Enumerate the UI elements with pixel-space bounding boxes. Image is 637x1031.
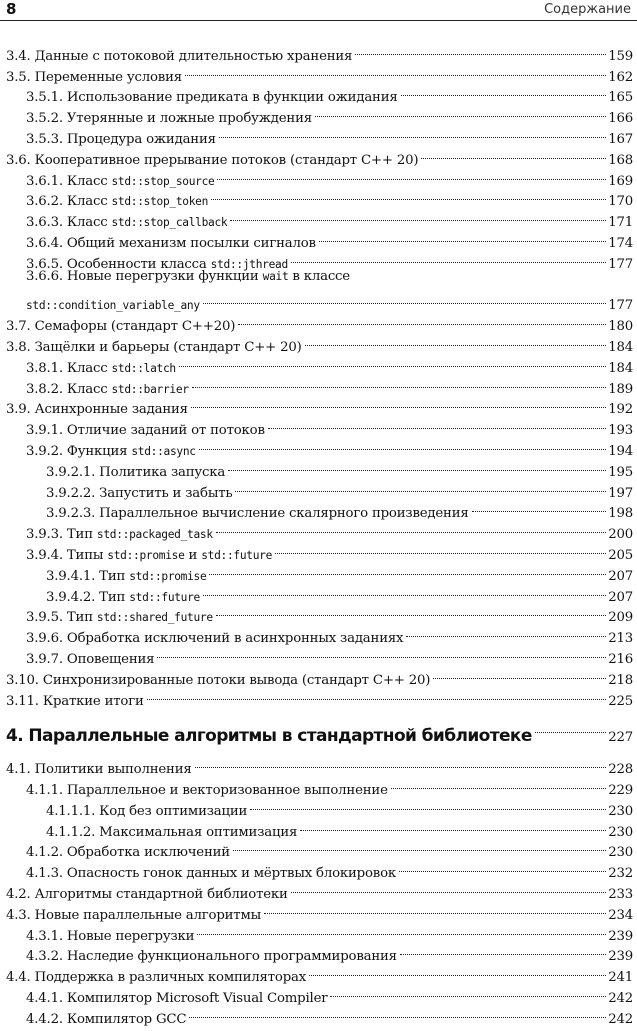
dot-leader bbox=[216, 595, 606, 617]
toc-entry-title bbox=[6, 723, 533, 749]
toc-entry-text: 3.9.1. Отличие заданий от потоков bbox=[26, 423, 265, 439]
toc-entry-text: 3.11. Краткие итоги bbox=[6, 693, 144, 709]
dot-leader bbox=[433, 657, 606, 679]
toc-page-number: 230 bbox=[608, 845, 633, 861]
dot-leader bbox=[250, 788, 606, 810]
toc-entry-code: std::latch bbox=[111, 361, 176, 375]
toc-entry-text: 3.6. Кооперативное прерывание потоков (стандарт C++ 20) bbox=[6, 152, 419, 168]
toc-page-number: 197 bbox=[608, 485, 633, 501]
dot-leader bbox=[211, 179, 606, 201]
toc-entry-text: 3.8.1. Класс bbox=[26, 360, 112, 376]
toc-entry-text: 3.10. Синхронизированные потоки вывода (стандарт C++ 20) bbox=[6, 672, 431, 688]
toc-page-number: 194 bbox=[608, 443, 633, 459]
toc-page-number: 193 bbox=[608, 423, 633, 439]
toc-entry-text: 3.9.5. Тип bbox=[26, 610, 97, 626]
dot-leader bbox=[472, 491, 607, 513]
toc-entry-text: 3.5.1. Использование предиката в функции ожидания bbox=[26, 90, 398, 106]
dot-leader bbox=[179, 345, 606, 367]
dot-leader bbox=[235, 470, 606, 492]
toc-entry-text: 3.8. Защёлки и барьеры (стандарт C++ 20) bbox=[6, 339, 302, 355]
toc-entry-code: std::stop_callback bbox=[111, 216, 228, 230]
toc-entry-code: std::shared_future bbox=[96, 611, 213, 625]
toc-entry-text: 4.1.3. Опасность гонок данных и мёртвых блокировок bbox=[26, 866, 397, 882]
dot-leader bbox=[355, 33, 606, 55]
dot-leader bbox=[217, 158, 606, 180]
toc-page-number: 228 bbox=[608, 762, 633, 778]
toc-entry-text: 3.6.1. Класс bbox=[26, 173, 112, 189]
dot-leader bbox=[309, 954, 606, 976]
dot-leader bbox=[391, 767, 606, 789]
toc-entry-text: 4.1.1.1. Код без оптимизации bbox=[46, 803, 248, 819]
toc-entry-text: 4.1. Политики выполнения bbox=[6, 762, 192, 778]
toc-entry-text: и bbox=[184, 547, 202, 563]
toc-entry-text: 3.9.3. Тип bbox=[26, 527, 97, 543]
dot-leader bbox=[199, 428, 607, 450]
dot-leader bbox=[535, 712, 606, 734]
toc-entry-text: 3.8.2. Класс bbox=[26, 381, 112, 397]
page-header bbox=[0, 0, 637, 21]
toc-entry-text: 3.9.2.2. Запустить и забыть bbox=[46, 485, 233, 501]
toc-page-number: 184 bbox=[608, 360, 633, 376]
dot-leader bbox=[209, 553, 606, 575]
toc-entry-text: 4.3. Новые параллельные алгоритмы bbox=[6, 907, 261, 923]
toc-entry[interactable] bbox=[0, 246, 637, 272]
toc-page-number: 166 bbox=[608, 111, 633, 127]
dot-leader bbox=[228, 449, 606, 471]
toc-entry-code: std::stop_source bbox=[111, 174, 215, 188]
dot-leader bbox=[319, 220, 606, 242]
toc-entry-text: 4.1.1. Параллельное и векторизованное выполнение bbox=[26, 783, 388, 799]
dot-leader bbox=[147, 678, 607, 700]
dot-leader bbox=[197, 913, 606, 935]
toc-page-number: 171 bbox=[608, 215, 633, 231]
toc-entry-text: 3.6.5. Особенности класса bbox=[26, 256, 211, 272]
toc-page-number: 239 bbox=[608, 949, 633, 965]
dot-leader bbox=[230, 199, 606, 221]
dot-leader bbox=[268, 407, 606, 429]
toc-entry-text: 4.3.1. Новые перегрузки bbox=[26, 928, 195, 944]
toc-page-number: 169 bbox=[608, 173, 633, 189]
toc-entry-text: 3.9.4.2. Тип bbox=[46, 589, 130, 605]
dot-leader bbox=[157, 636, 606, 658]
toc-entry-text: 4.4.1. Компилятор Microsoft Visual Compiler bbox=[26, 991, 328, 1007]
toc-page-number: 162 bbox=[608, 69, 633, 85]
toc-entry-text: 3.6.2. Класс bbox=[26, 194, 112, 210]
dot-leader bbox=[238, 303, 606, 325]
toc-chapter-entry[interactable] bbox=[0, 720, 637, 746]
dot-leader bbox=[233, 830, 606, 852]
toc-page-number: 209 bbox=[608, 610, 633, 626]
toc-page-number: 159 bbox=[608, 48, 633, 64]
page-number: 8 bbox=[6, 0, 17, 18]
toc-page-number: 230 bbox=[608, 824, 633, 840]
toc-entry-text: 4. Параллельные алгоритмы в стандартной библиотеке bbox=[6, 726, 532, 747]
toc-page-number: 180 bbox=[608, 319, 633, 335]
dot-leader bbox=[191, 387, 606, 409]
dot-leader bbox=[401, 75, 607, 97]
dot-leader bbox=[275, 532, 606, 554]
toc-entry-text: 3.6.4. Общий механизм посылки сигналов bbox=[26, 235, 316, 251]
dot-leader bbox=[291, 241, 606, 263]
toc-entry-title bbox=[26, 1010, 187, 1031]
toc-entry-text: 4.2. Алгоритмы стандартной библиотеки bbox=[6, 887, 288, 903]
toc-entry-text: 3.9.7. Оповещения bbox=[26, 651, 155, 667]
toc-page-number: 205 bbox=[608, 547, 633, 563]
toc-page-number: 241 bbox=[608, 970, 633, 986]
toc-entry-text: 3.9.2.1. Политика запуска bbox=[46, 464, 226, 480]
dot-leader bbox=[406, 615, 606, 637]
toc-entry-text: 4.3.2. Наследие функционального программирования bbox=[26, 949, 397, 965]
toc-entry-text: 3.9.4. Типы bbox=[26, 547, 108, 563]
toc-entry-code: std::jthread bbox=[210, 257, 288, 271]
toc-entry-text: 3.6.3. Класс bbox=[26, 215, 112, 231]
dot-leader bbox=[185, 54, 606, 76]
toc-entry-code: std::stop_token bbox=[111, 195, 209, 209]
toc-page-number: 165 bbox=[608, 90, 633, 106]
toc-page-number: 216 bbox=[608, 651, 633, 667]
dot-leader bbox=[399, 850, 606, 872]
toc-entry-title bbox=[6, 692, 145, 713]
toc-entry-text: 3.5.3. Процедура ожидания bbox=[26, 131, 216, 147]
toc-page-number: 242 bbox=[608, 991, 633, 1007]
toc-entry-text: 3.9.6. Обработка исключений в асинхронных заданиях bbox=[26, 631, 404, 647]
dot-leader bbox=[330, 975, 606, 997]
toc-page-number: 174 bbox=[608, 235, 633, 251]
toc-entry-text: 3.9.4.1. Тип bbox=[46, 568, 130, 584]
toc-page-number: 225 bbox=[608, 693, 633, 709]
toc-entry[interactable] bbox=[0, 683, 637, 709]
dot-leader bbox=[264, 892, 606, 914]
dot-leader bbox=[300, 809, 606, 831]
toc-entry-text: 3.9. Асинхронные задания bbox=[6, 402, 188, 418]
toc-page-number: 168 bbox=[608, 152, 633, 168]
toc-entry-code: std::future bbox=[201, 548, 273, 562]
toc-entry-code: std::promise bbox=[107, 548, 185, 562]
toc-entry-text: 3.7. Семафоры (стандарт C++20) bbox=[6, 319, 236, 335]
toc-entry-text: 4.4. Поддержка в различных компиляторах bbox=[6, 970, 307, 986]
toc-entry-text: 3.9.2. Функция bbox=[26, 443, 132, 459]
dot-leader bbox=[421, 137, 606, 159]
toc-page-number: 177 bbox=[608, 256, 633, 272]
dot-leader bbox=[203, 283, 606, 305]
dot-leader bbox=[305, 324, 607, 346]
toc-page-number: 192 bbox=[608, 402, 633, 418]
toc-page-number: 233 bbox=[608, 887, 633, 903]
dot-leader bbox=[195, 747, 607, 769]
dot-leader bbox=[189, 996, 606, 1018]
toc-entry-text: 3.9.2.3. Параллельное вычисление скалярного произведения bbox=[46, 506, 469, 522]
toc-page-number: 189 bbox=[608, 381, 633, 397]
toc-page-number: 227 bbox=[608, 730, 633, 746]
toc-page-number: 239 bbox=[608, 928, 633, 944]
toc-page-number: 234 bbox=[608, 907, 633, 923]
toc-page-number: 200 bbox=[608, 527, 633, 543]
toc-entry-text: 3.4. Данные с потоковой длительностью хранения bbox=[6, 48, 353, 64]
toc-page-number: 177 bbox=[608, 298, 633, 314]
toc-entry-code: std::async bbox=[131, 444, 196, 458]
dot-leader bbox=[400, 934, 606, 956]
table-of-contents bbox=[0, 38, 637, 1027]
toc-entry-text: 3.6.6. Новые перегрузки функции bbox=[26, 268, 263, 284]
dot-leader bbox=[203, 574, 606, 596]
running-head: Содержание bbox=[544, 2, 631, 17]
toc-entry-text: 4.4.2. Компилятор GCC bbox=[26, 1011, 187, 1027]
toc-entry-text: 4.1.1.2. Максимальная оптимизация bbox=[46, 824, 298, 840]
toc-page-number: 229 bbox=[608, 783, 633, 799]
dot-leader bbox=[291, 871, 607, 893]
toc-entry-code: std::barrier bbox=[111, 382, 189, 396]
dot-leader bbox=[315, 95, 606, 117]
toc-entry-text: 3.5. Переменные условия bbox=[6, 69, 182, 85]
dot-leader bbox=[192, 366, 607, 388]
toc-page-number: 230 bbox=[608, 803, 633, 819]
toc-page-number: 184 bbox=[608, 339, 633, 355]
toc-page-number: 232 bbox=[608, 866, 633, 882]
dot-leader bbox=[216, 511, 606, 533]
toc-page-number: 198 bbox=[608, 506, 633, 522]
toc-entry-code: std::condition_variable_any bbox=[26, 299, 200, 313]
toc-page-number: 242 bbox=[608, 1011, 633, 1027]
toc-page-number: 170 bbox=[608, 194, 633, 210]
toc-page-number: 218 bbox=[608, 672, 633, 688]
toc-page-number: 207 bbox=[608, 568, 633, 584]
toc-entry-code: wait bbox=[262, 269, 289, 283]
dot-leader bbox=[219, 116, 606, 138]
toc-entry[interactable] bbox=[0, 1001, 637, 1027]
toc-page-number: 207 bbox=[608, 589, 633, 605]
toc-entry-code: std::packaged_task bbox=[96, 528, 213, 542]
toc-entry-text: 4.1.2. Обработка исключений bbox=[26, 845, 230, 861]
toc-entry-code: std::promise bbox=[129, 569, 207, 583]
toc-page-number: 167 bbox=[608, 131, 633, 147]
toc-page-number: 195 bbox=[608, 464, 633, 480]
toc-entry-code: std::future bbox=[129, 590, 200, 604]
toc-entry-text: в классе bbox=[288, 268, 350, 284]
toc-entry-text: 3.5.2. Утерянные и ложные пробуждения bbox=[26, 111, 312, 127]
toc-page-number: 213 bbox=[608, 631, 633, 647]
